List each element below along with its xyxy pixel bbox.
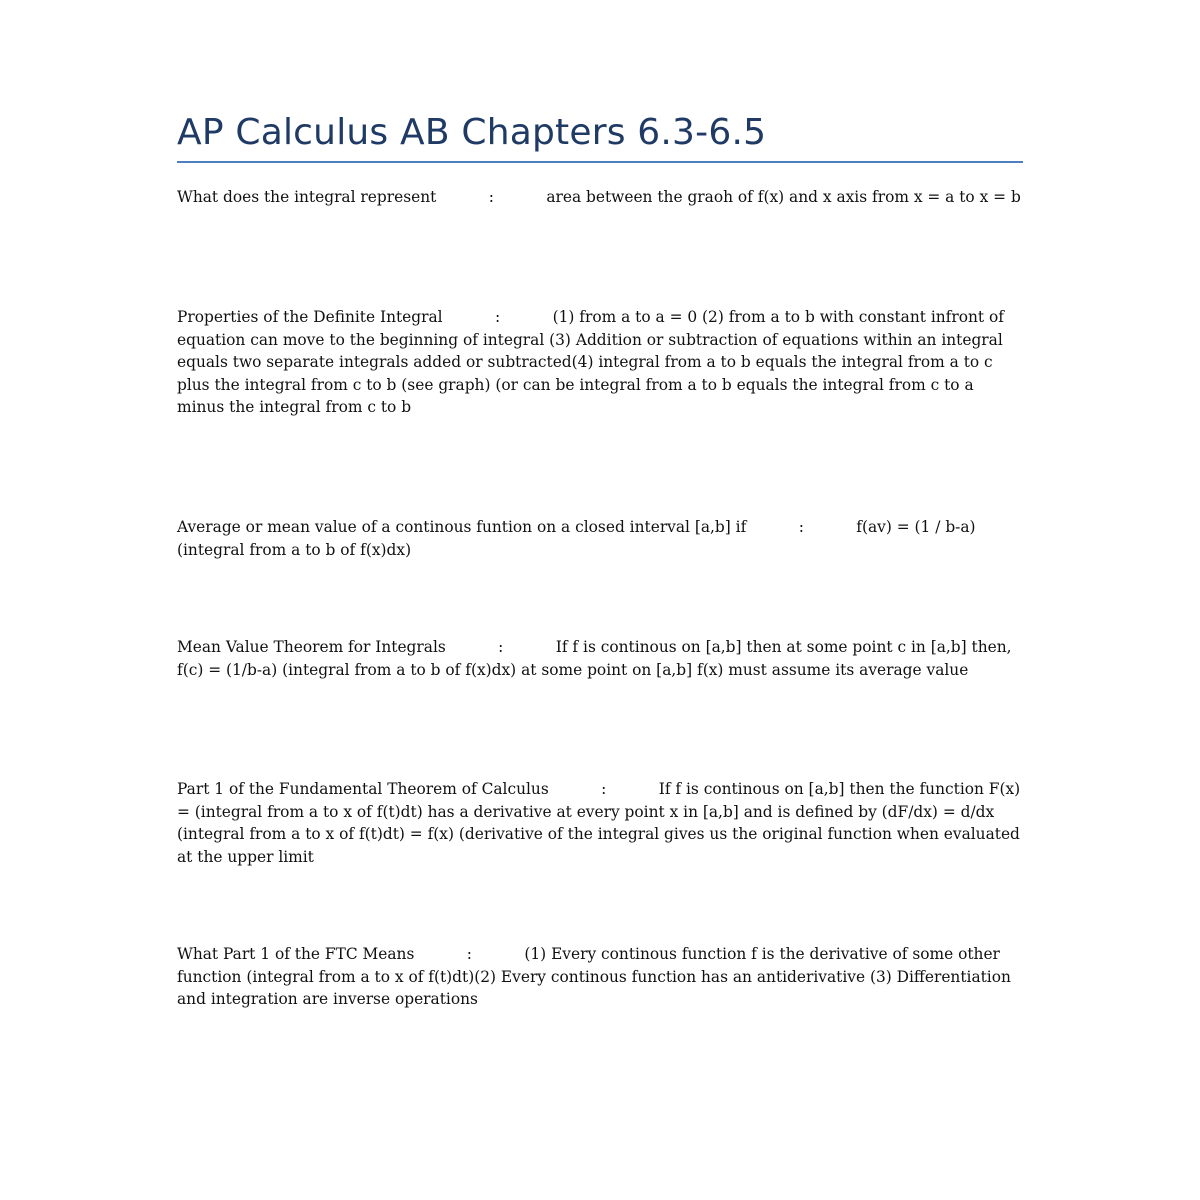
document-title: AP Calculus AB Chapters 6.3-6.5 xyxy=(177,112,767,153)
entry-separator: : xyxy=(495,308,501,326)
entry-term: Part 1 of the Fundamental Theorem of Calculus xyxy=(177,780,549,798)
entry-separator: : xyxy=(601,780,607,798)
entry-term: Average or mean value of a continous funtion on a closed interval [a,b] if xyxy=(177,518,747,536)
entry-definite-integral-properties xyxy=(177,306,1023,419)
entry-separator: : xyxy=(488,188,494,206)
entry-ftc-part-1-meaning xyxy=(177,943,1023,1011)
entry-definition: (1) from a to a = 0 (2) from a to b with constant infront of equation can move to the beginning of integral (3) Addition or subtraction of equations within an integral equals two separate integrals added or subtracted(4) integral from a to b equals the integral from a to c plus the integral from c to b (see graph) (or can be integral from a to b equals the integral from c to a minus the integral from c to b xyxy=(177,308,1004,417)
entry-definition: f(av) = (1 / b-a) (integral from a to b of f(x)dx) xyxy=(177,518,976,559)
entry-integral-meaning xyxy=(177,186,1023,209)
entry-term: What Part 1 of the FTC Means xyxy=(177,945,415,963)
entry-definition: If f is continous on [a,b] then at some point c in [a,b] then, f(c) = (1/b-a) (integral from a to b of f(x)dx) at some point on [a,b] f(x) must assume its average value xyxy=(177,638,1012,679)
entry-definition: If f is continous on [a,b] then the function F(x) = (integral from a to x of f(t)dt) has a derivative at every point x in [a,b] and is defined by (dF/dx) = d/dx (integral from a to x of f(t)dt) = f(x) (derivative of the integral gives us the original function when evaluated at the upper limit xyxy=(177,780,1021,866)
entry-separator: : xyxy=(498,638,504,656)
entry-definition: area between the graoh of f(x) and x axis from x = a to x = b xyxy=(546,188,1021,206)
entry-term: What does the integral represent xyxy=(177,188,437,206)
entry-separator: : xyxy=(466,945,472,963)
entry-separator: : xyxy=(798,518,804,536)
entry-definition: (1) Every continous function f is the derivative of some other function (integral from a to x of f(t)dt)(2) Every continous function has an antiderivative (3) Differentiation and integration are inverse operations xyxy=(177,945,1011,1009)
entry-term: Properties of the Definite Integral xyxy=(177,308,443,326)
entry-term: Mean Value Theorem for Integrals xyxy=(177,638,446,656)
entry-ftc-part-1 xyxy=(177,778,1023,868)
entry-average-value xyxy=(177,516,1023,561)
entry-mean-value-theorem xyxy=(177,636,1023,681)
document-page xyxy=(177,0,1023,1200)
title-underline xyxy=(177,161,1023,163)
